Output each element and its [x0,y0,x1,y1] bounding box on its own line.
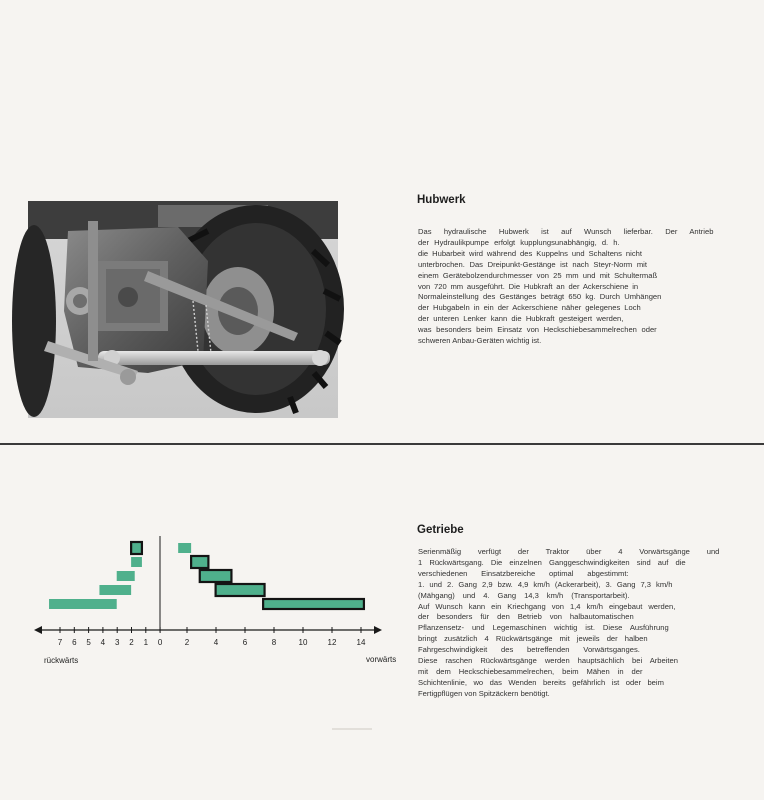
forward-gear-bar [216,584,265,596]
hubwerk-heading: Hubwerk [417,194,466,206]
text-line: Auf Wunsch kann ein Kriechgang von 1,4 km/h eingebaut werden, [418,601,676,611]
forward-tick-label: 4 [213,638,219,647]
reverse-tick-label: 0 [157,638,163,647]
reverse-tick-label: 7 [57,638,63,647]
forward-tick-label: 14 [356,638,366,647]
getriebe-body-text [418,547,719,700]
text-line: Diese raschen Rückwärtsgänge werden hauptsächlich bei Arbeiten [418,656,678,666]
text-line: 1 Rückwärtsgang. Die einzelnen Ganggeschwindigkeiten sind auf die [418,557,686,567]
reverse-tick-label: 2 [129,638,134,647]
reverse-tick-label: 5 [86,638,91,647]
text-line: einem Gerätebolzendurchmesser von 25 mm und mit Schultermaß [418,270,658,280]
hubwerk-body-text [418,227,713,347]
reverse-gear-bar [131,557,142,567]
text-line: Schichtenlinie, wo das Wenden bereits gefährlich ist oder beim [418,677,664,687]
text-line: Normaleinstellung des Gestänges beträgt 650 kg. Durch Umhängen [418,292,662,302]
forward-gear-bar [200,570,232,582]
text-line: Serienmäßig verfügt der Traktor über 4 Vorwärtsgänge und [418,547,720,556]
text-line: bringt zusätzlich 4 Rückwärtsgänge mit jeweils der halben [418,634,648,644]
reverse-tick-label: 6 [72,638,77,647]
text-line: Fahrgeschwindigkeit des betreffenden Vorwärtsganges. [418,645,640,655]
axis-label-reverse: rückwärts [44,656,79,665]
reverse-gear-bar [99,585,131,595]
forward-gear-bar [178,543,191,553]
right-arrow-icon [374,626,382,634]
text-line: Fertigpflügen von Spitzäckern benötigt. [418,688,550,698]
forward-gear-bar [263,599,364,609]
speed-range-chart-svg [30,532,397,672]
forward-tick-label: 12 [327,638,337,647]
text-line: mit dem Heckschiebesammelrechen, beim Mähen in der [418,666,643,676]
forward-tick-label: 10 [298,638,308,647]
section-divider [0,443,764,445]
axis-label-forward: vorwärts [366,655,397,664]
tractor-hitch-photo [28,201,338,418]
text-line: Pflanzensetz- und Legemaschinen wichtig ist. Diese Ausführung [418,623,669,633]
text-line: (Mähgang) und 4. Gang 14,3 km/h (Transportarbeit). [418,590,630,600]
text-line: der unteren Lenker kann die Hubkraft gesteigert werden, [418,314,624,324]
text-line: unterbrochen. Das Dreipunkt-Gestänge ist nach Steyr-Norm mit [418,259,647,269]
tractor-hitch-illustration [28,201,338,418]
forward-tick-label: 6 [242,638,248,647]
text-line: Das hydraulische Hubwerk ist auf Wunsch lieferbar. Der Antrieb [418,227,714,236]
text-line: der Hydraulikpumpe erfolgt kupplungsunabhängig, d. h. [418,237,620,247]
page-mark [332,728,372,730]
reverse-tick-label: 1 [143,638,149,647]
reverse-gear-bar [117,571,135,581]
text-line: die Hubarbeit wird während des Kuppelns und Schaltens nicht [418,248,642,258]
getriebe-heading: Getriebe [417,524,464,536]
reverse-gear-bar [131,542,142,554]
text-line: 1. und 2. Gang 2,9 bzw. 4,9 km/h (Ackerarbeit), 3. Gang 7,3 km/h [418,579,673,589]
reverse-gear-bar [49,599,117,609]
forward-tick-label: 8 [271,638,277,647]
text-line: der Hubgabeln in ein der Ackerschiene näher gelegenes Loch [418,303,641,313]
speed-range-chart [30,532,397,677]
reverse-tick-label: 3 [114,638,120,647]
text-line: von 720 mm ausgeführt. Die Hubkraft an der Ackerschiene in [418,281,639,291]
left-arrow-icon [34,626,42,634]
text-line: verschiedenen Einsatzbereiche optimal abgestimmt: [418,568,629,578]
forward-gear-bar [191,556,208,568]
text-line: der besonders für den Betrieb von halbautomatischen [418,612,634,622]
text-line: was besonders beim Einsatz von Heckschiebesammelrechen oder [418,325,657,335]
reverse-tick-label: 4 [100,638,106,647]
text-line: schweren Anbau-Geräten wichtig ist. [418,336,542,346]
forward-tick-label: 2 [184,638,190,647]
